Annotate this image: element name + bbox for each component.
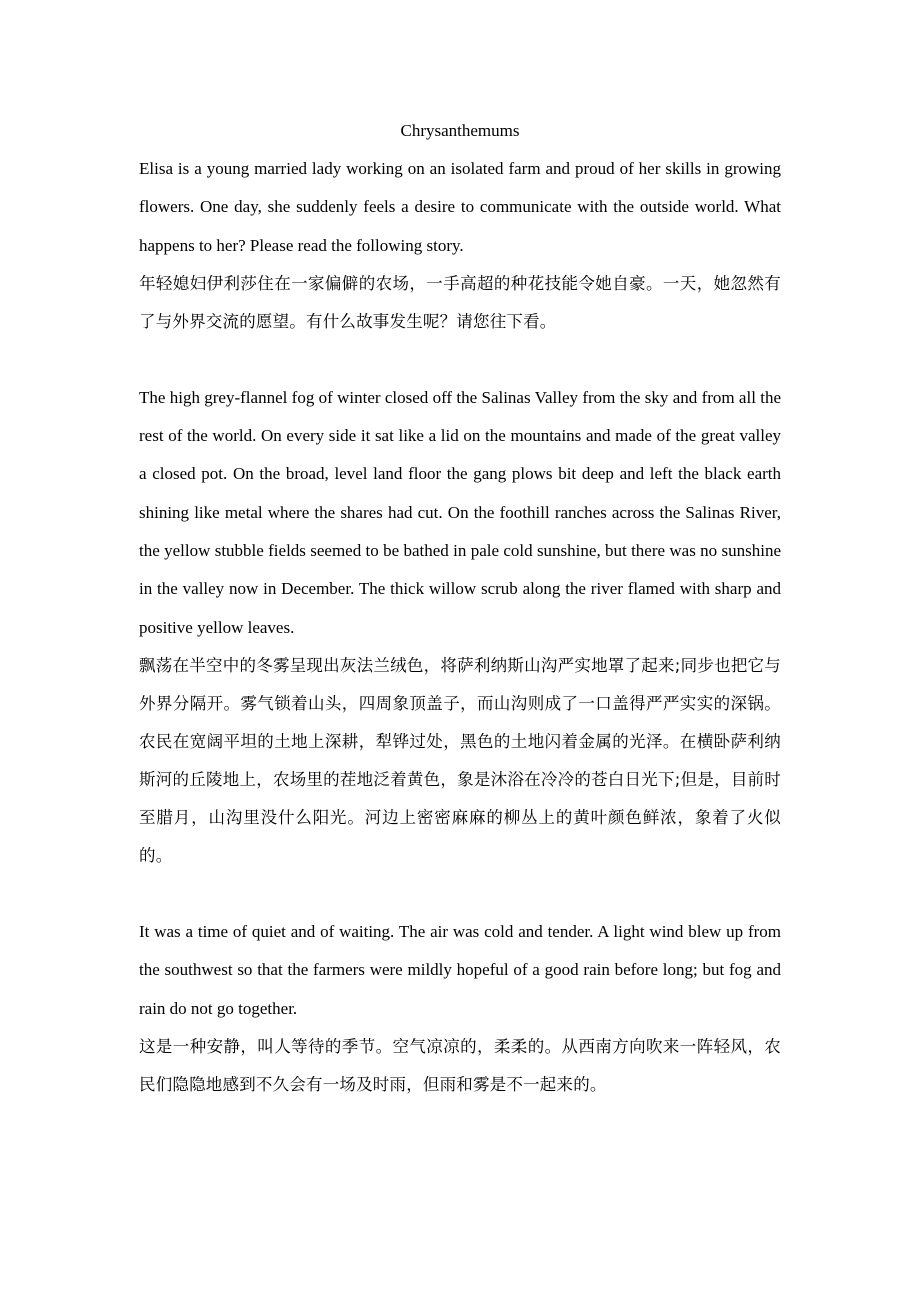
document-body bbox=[139, 112, 781, 1104]
intro-chinese-paragraph: 年轻媳妇伊利莎住在一家偏僻的农场，一手高超的种花技能令她自豪。一天，她忽然有了与外界交流的愿望。有什么故事发生呢？请您往下看。 bbox=[139, 273, 781, 331]
intro-english-paragraph: Elisa is a young married lady working on an isolated farm and proud of her skills in growing flowers. One day, she suddenly feels a desire to communicate with the outside world. What happens to her? Please read the following story. bbox=[139, 159, 781, 255]
fog-chinese-paragraph: 飘荡在半空中的冬雾呈现出灰法兰绒色，将萨利纳斯山沟严实地罩了起来;同步也把它与外界分隔开。雾气锁着山头，四周象顶盖子，而山沟则成了一口盖得严严实实的深锅。农民在宽阔平坦的土地上深耕，犁铧过处，黑色的土地闪着金属的光泽。在横卧萨利纳斯河的丘陵地上，农场里的茬地泛着黄色，象是沐浴在冷冷的苍白日光下;但是，目前时至腊月，山沟里没什么阳光。河边上密密麻麻的柳丛上的黄叶颜色鲜浓，象着了火似的。 bbox=[139, 655, 781, 865]
waiting-english-paragraph: It was a time of quiet and of waiting. The air was cold and tender. A light wind blew up from the southwest so that the farmers were mildly hopeful of a good rain before long; but fog and rain do not go together. bbox=[139, 921, 781, 1018]
waiting-chinese-paragraph: 这是一种安静，叫人等待的季节。空气凉凉的，柔柔的。从西南方向吹来一阵轻风，农民们隐隐地感到不久会有一场及时雨，但雨和雾是不一起来的。 bbox=[139, 1036, 781, 1094]
document-title: Chrysanthemums bbox=[400, 121, 520, 140]
paragraph-spacer bbox=[139, 875, 781, 913]
fog-english-paragraph: The high grey-flannel fog of winter closed off the Salinas Valley from the sky and from all the rest of the world. On every side it sat like a lid on the mountains and made of the great valley a closed pot. On the broad, level land floor the gang plows bit deep and left the black earth shining like metal where the shares had cut. On the foothill ranches across the Salinas River, the yellow stubble fields seemed to be bathed in pale cold sunshine, but there was no sunshine in the valley now in December. The thick willow scrub along the river flamed with sharp and positive yellow leaves. bbox=[139, 387, 781, 637]
paragraph-spacer bbox=[139, 341, 781, 379]
